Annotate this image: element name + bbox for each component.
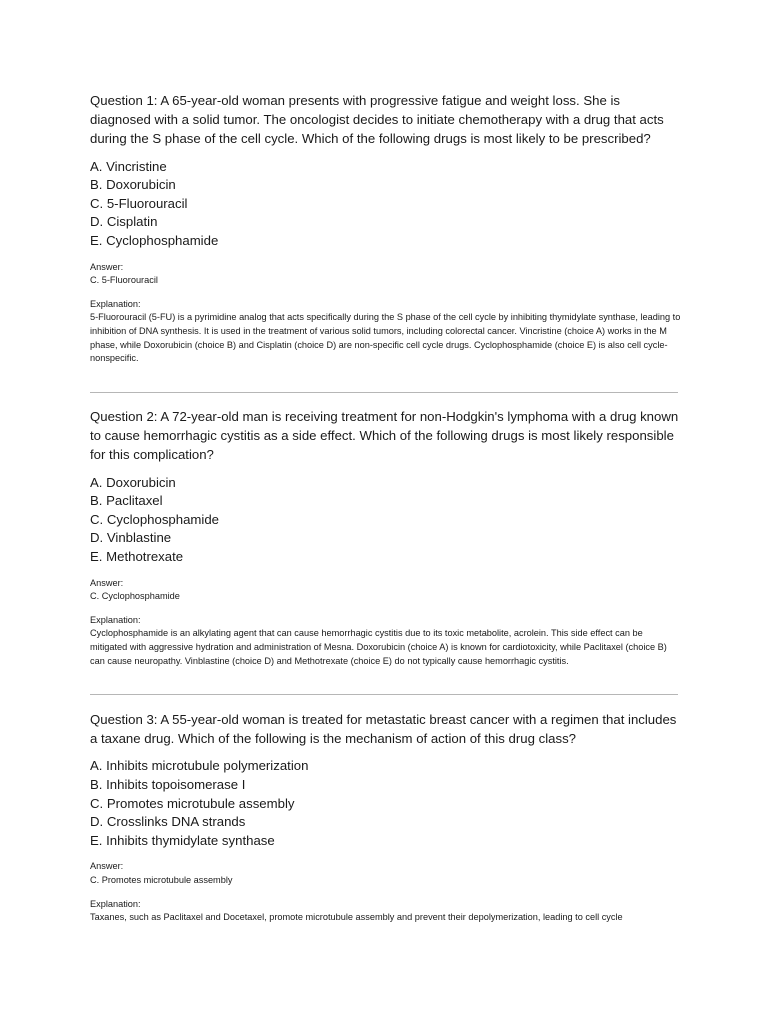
option-b: B. Paclitaxel	[90, 493, 163, 509]
options-list	[90, 474, 682, 567]
question-block-2	[90, 407, 682, 668]
answer-block	[90, 860, 682, 887]
question-text: Question 3: A 55-year-old woman is treated for metastatic breast cancer with a regimen that includes a taxane drug. Which of the following is the mechanism of action of this drug class?	[90, 712, 677, 747]
answer-value: C. Promotes microtubule assembly	[90, 874, 233, 885]
answer-block	[90, 577, 682, 604]
option-c: C. 5-Fluorouracil	[90, 195, 188, 211]
answer-block	[90, 261, 682, 288]
option-d: D. Crosslinks DNA strands	[90, 814, 246, 830]
explanation-block	[90, 298, 682, 366]
option-e: E. Inhibits thymidylate synthase	[90, 832, 275, 848]
option-d: D. Vinblastine	[90, 530, 172, 546]
explanation-text: Taxanes, such as Paclitaxel and Docetaxel, promote microtubule assembly and prevent their depolymerization, leading to cell cycle	[90, 912, 623, 923]
option-a: A. Doxorubicin	[90, 474, 176, 490]
answer-label: Answer:	[90, 577, 124, 588]
explanation-block	[90, 614, 682, 668]
answer-value: C. Cyclophosphamide	[90, 591, 180, 602]
option-b: B. Doxorubicin	[90, 177, 176, 193]
explanation-text: 5-Fluorouracil (5-FU) is a pyrimidine analog that acts specifically during the S phase of the cell cycle by inhibiting thymidylate synthase, leading to inhibition of DNA synthesis. It is used in the treatment of various solid tumors, including colorectal cancer. Vincristine (choice A) works in the M phase, while Doxorubicin (choice B) and Cisplatin (choice D) are non-specific cell cycle drugs. Cyclophosphamide (choice E) is also cell cycle-nonspecific.	[90, 312, 681, 364]
question-text: Question 1: A 65-year-old woman presents with progressive fatigue and weight loss. She is diagnosed with a solid tumor. The oncologist decides to initiate chemotherapy with a drug that acts during the S phase of the cell cycle. Which of the following drugs is most likely to be prescribed?	[90, 93, 664, 147]
option-a: A. Vincristine	[90, 158, 167, 174]
option-c: C. Promotes microtubule assembly	[90, 795, 295, 811]
explanation-label: Explanation:	[90, 614, 141, 625]
question-text: Question 2: A 72-year-old man is receiving treatment for non-Hodgkin's lymphoma with a drug known to cause hemorrhagic cystitis as a side effect. Which of the following drugs is most likely responsible for this complication?	[90, 409, 679, 463]
option-e: E. Methotrexate	[90, 548, 184, 564]
option-c: C. Cyclophosphamide	[90, 511, 220, 527]
options-list	[90, 158, 682, 251]
question-block-3	[90, 710, 682, 925]
option-d: D. Cisplatin	[90, 214, 158, 230]
section-divider	[90, 392, 678, 393]
explanation-label: Explanation:	[90, 898, 141, 909]
answer-label: Answer:	[90, 261, 124, 272]
option-a: A. Inhibits microtubule polymerization	[90, 758, 309, 774]
option-e: E. Cyclophosphamide	[90, 232, 219, 248]
option-b: B. Inhibits topoisomerase I	[90, 777, 246, 792]
question-block-1	[90, 91, 682, 366]
section-divider	[90, 694, 678, 695]
answer-label: Answer:	[90, 861, 124, 872]
explanation-block	[90, 898, 682, 925]
options-list	[90, 757, 682, 850]
answer-value: C. 5-Fluorouracil	[90, 275, 158, 286]
explanation-label: Explanation:	[90, 298, 141, 309]
explanation-text: Cyclophosphamide is an alkylating agent that can cause hemorrhagic cystitis due to its toxic metabolite, acrolein. This side effect can be mitigated with aggressive hydration and administration of Mesna. Doxorubicin (choice A) is known for cardiotoxicity, while Paclitaxel (choice B) can cause neuropathy. Vinblastine (choice D) and Methotrexate (choice E) do not typically cause hemorrhagic cystitis.	[90, 628, 667, 666]
